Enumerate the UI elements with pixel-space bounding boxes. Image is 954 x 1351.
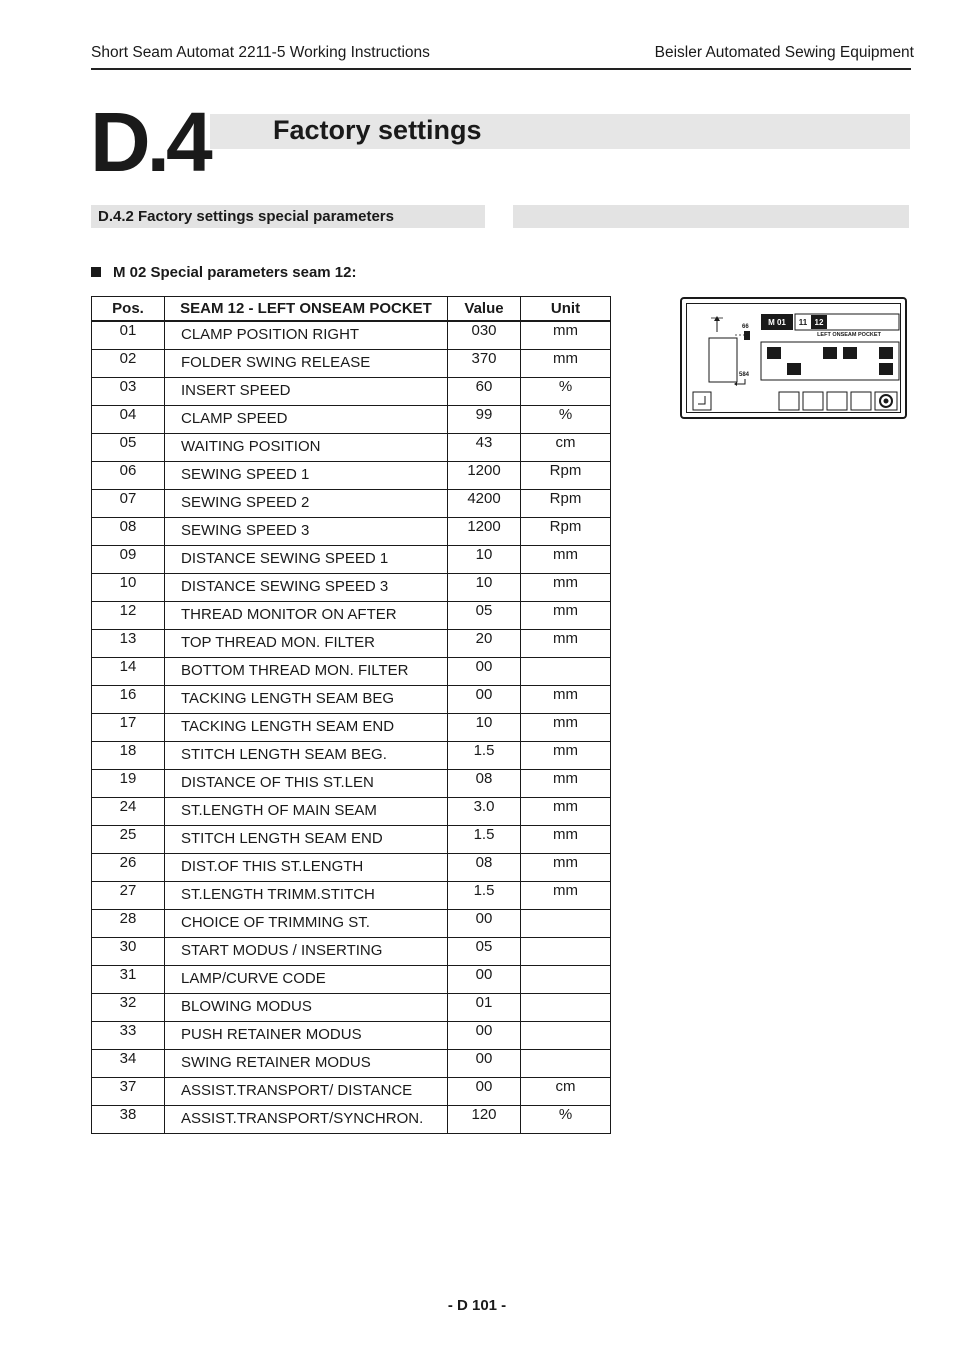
control-panel-illustration: [680, 297, 907, 419]
control-panel-diagram: [687, 304, 904, 416]
row-pos: 24: [92, 798, 165, 826]
row-name: PUSH RETAINER MODUS: [165, 1022, 448, 1050]
section-band-right: [513, 205, 909, 228]
row-unit: [521, 938, 611, 966]
sewing-icon-1: [779, 392, 799, 410]
chapter-title: Factory settings: [273, 115, 482, 145]
row-unit: mm: [521, 770, 611, 798]
row-pos: 26: [92, 854, 165, 882]
row-pos: 04: [92, 406, 165, 434]
return-arrow-icon: [737, 379, 745, 384]
table-row: [92, 742, 611, 770]
table-row: [92, 658, 611, 686]
row-pos: 03: [92, 378, 165, 406]
row-pos: 31: [92, 966, 165, 994]
row-value: 00: [448, 658, 521, 686]
row-pos: 19: [92, 770, 165, 798]
sewing-icon-4: [851, 392, 871, 410]
column-header-pos: Pos.: [92, 297, 165, 322]
panel-seam-b: 12: [814, 318, 824, 327]
page-number: - D 101 -: [447, 1297, 507, 1314]
row-name: LAMP/CURVE CODE: [165, 966, 448, 994]
column-header-unit: Unit: [521, 297, 611, 322]
row-unit: cm: [521, 434, 611, 462]
row-value: 20: [448, 630, 521, 658]
table-row: [92, 1078, 611, 1106]
table-row: [92, 546, 611, 574]
row-name: SEWING SPEED 3: [165, 518, 448, 546]
row-value: 00: [448, 1078, 521, 1106]
row-pos: 38: [92, 1106, 165, 1134]
row-unit: Rpm: [521, 490, 611, 518]
row-unit: [521, 658, 611, 686]
row-pos: 02: [92, 350, 165, 378]
row-unit: cm: [521, 1078, 611, 1106]
panel-menu-label: M 01: [768, 318, 786, 327]
row-name: WAITING POSITION: [165, 434, 448, 462]
row-name: DISTANCE SEWING SPEED 3: [165, 574, 448, 602]
table-row: [92, 434, 611, 462]
row-unit: mm: [521, 882, 611, 910]
arrow-head-icon: [714, 316, 720, 321]
row-name: STITCH LENGTH SEAM END: [165, 826, 448, 854]
row-unit: [521, 994, 611, 1022]
row-name: BLOWING MODUS: [165, 994, 448, 1022]
section-title: D.4.2 Factory settings special parameters: [98, 208, 394, 225]
chapter-number: D.4: [90, 95, 209, 189]
bullet-square-icon: [91, 267, 101, 277]
table-row: [92, 994, 611, 1022]
row-name: CLAMP SPEED: [165, 406, 448, 434]
row-pos: 32: [92, 994, 165, 1022]
table-row: [92, 602, 611, 630]
row-unit: Rpm: [521, 518, 611, 546]
row-name: THREAD MONITOR ON AFTER: [165, 602, 448, 630]
row-pos: 07: [92, 490, 165, 518]
table-row: [92, 378, 611, 406]
row-pos: 09: [92, 546, 165, 574]
row-name: TOP THREAD MON. FILTER: [165, 630, 448, 658]
row-name: ST.LENGTH OF MAIN SEAM: [165, 798, 448, 826]
row-name: CLAMP POSITION RIGHT: [165, 321, 448, 350]
row-pos: 06: [92, 462, 165, 490]
header-left: Short Seam Automat 2211-5 Working Instructions: [91, 44, 430, 61]
table-header-row: [92, 297, 611, 322]
table-row: [92, 630, 611, 658]
table-row: [92, 938, 611, 966]
row-value: 43: [448, 434, 521, 462]
row-unit: mm: [521, 350, 611, 378]
transport-icon: [879, 363, 893, 375]
table-row: [92, 770, 611, 798]
row-name: TACKING LENGTH SEAM BEG: [165, 686, 448, 714]
row-unit: [521, 1050, 611, 1078]
row-name: CHOICE OF TRIMMING ST.: [165, 910, 448, 938]
header-rule: [91, 68, 911, 70]
row-name: ASSIST.TRANSPORT/ DISTANCE: [165, 1078, 448, 1106]
row-unit: Rpm: [521, 462, 611, 490]
subsection-title: M 02 Special parameters seam 12:: [113, 264, 357, 281]
row-name: INSERT SPEED: [165, 378, 448, 406]
list-icon: [767, 347, 781, 359]
row-unit: %: [521, 1106, 611, 1134]
row-value: 1200: [448, 518, 521, 546]
row-pos: 12: [92, 602, 165, 630]
position-marker-icon: [744, 331, 750, 340]
row-value: 01: [448, 994, 521, 1022]
row-pos: 34: [92, 1050, 165, 1078]
row-pos: 13: [92, 630, 165, 658]
panel-caption: LEFT ONSEAM POCKET: [817, 332, 881, 338]
row-value: 00: [448, 966, 521, 994]
row-name: DISTANCE OF THIS ST.LEN: [165, 770, 448, 798]
row-value: 1.5: [448, 826, 521, 854]
row-value: 4200: [448, 490, 521, 518]
row-name: FOLDER SWING RELEASE: [165, 350, 448, 378]
row-value: 08: [448, 770, 521, 798]
row-value: 10: [448, 714, 521, 742]
row-pos: 05: [92, 434, 165, 462]
table-row: [92, 714, 611, 742]
row-value: 370: [448, 350, 521, 378]
row-name: DIST.OF THIS ST.LENGTH: [165, 854, 448, 882]
column-header-name: SEAM 12 - LEFT ONSEAM POCKET: [165, 297, 448, 322]
row-value: 1.5: [448, 882, 521, 910]
row-unit: mm: [521, 321, 611, 350]
row-unit: [521, 1022, 611, 1050]
row-unit: mm: [521, 742, 611, 770]
row-value: 60: [448, 378, 521, 406]
row-value: 10: [448, 574, 521, 602]
row-value: 00: [448, 910, 521, 938]
row-value: 00: [448, 686, 521, 714]
row-pos: 01: [92, 321, 165, 350]
row-pos: 08: [92, 518, 165, 546]
row-name: SEWING SPEED 1: [165, 462, 448, 490]
table-row: [92, 490, 611, 518]
table-row: [92, 350, 611, 378]
row-pos: 37: [92, 1078, 165, 1106]
sewing-icon-2: [803, 392, 823, 410]
row-pos: 16: [92, 686, 165, 714]
parameter-table: [91, 296, 611, 1134]
table-row: [92, 406, 611, 434]
row-value: 120: [448, 1106, 521, 1134]
row-name: ST.LENGTH TRIMM.STITCH: [165, 882, 448, 910]
table-row: [92, 686, 611, 714]
row-unit: mm: [521, 686, 611, 714]
row-value: 10: [448, 546, 521, 574]
table-row: [92, 826, 611, 854]
table-row: [92, 321, 611, 350]
table-row: [92, 882, 611, 910]
clamp-icon: [823, 347, 837, 359]
row-unit: %: [521, 378, 611, 406]
enter-button-icon: [693, 392, 711, 410]
pocket-outline-icon: [709, 338, 737, 382]
table-row: [92, 1106, 611, 1134]
row-value: 030: [448, 321, 521, 350]
row-pos: 14: [92, 658, 165, 686]
header-right: Beisler Automated Sewing Equipment: [654, 44, 914, 61]
row-unit: mm: [521, 826, 611, 854]
table-row: [92, 966, 611, 994]
row-name: ASSIST.TRANSPORT/SYNCHRON.: [165, 1106, 448, 1134]
row-value: 00: [448, 1022, 521, 1050]
row-name: SEWING SPEED 2: [165, 490, 448, 518]
table-row: [92, 462, 611, 490]
table-row: [92, 518, 611, 546]
row-name: TACKING LENGTH SEAM END: [165, 714, 448, 742]
row-value: 1.5: [448, 742, 521, 770]
table-row: [92, 798, 611, 826]
row-pos: 33: [92, 1022, 165, 1050]
row-name: START MODUS / INSERTING: [165, 938, 448, 966]
row-unit: mm: [521, 854, 611, 882]
row-pos: 27: [92, 882, 165, 910]
row-value: 3.0: [448, 798, 521, 826]
row-name: DISTANCE SEWING SPEED 1: [165, 546, 448, 574]
row-pos: 30: [92, 938, 165, 966]
column-header-value: Value: [448, 297, 521, 322]
row-value: 05: [448, 602, 521, 630]
panel-seam-a: 11: [798, 318, 808, 327]
table-row: [92, 1022, 611, 1050]
row-unit: mm: [521, 798, 611, 826]
row-unit: %: [521, 406, 611, 434]
row-unit: mm: [521, 574, 611, 602]
row-unit: mm: [521, 546, 611, 574]
panel-top-value: 66: [742, 324, 749, 330]
table-row: [92, 574, 611, 602]
thread-icon: [879, 347, 893, 359]
table-row: [92, 910, 611, 938]
row-value: 00: [448, 1050, 521, 1078]
row-name: SWING RETAINER MODUS: [165, 1050, 448, 1078]
row-unit: mm: [521, 630, 611, 658]
table-row: [92, 854, 611, 882]
row-unit: mm: [521, 602, 611, 630]
row-name: STITCH LENGTH SEAM BEG.: [165, 742, 448, 770]
row-name: BOTTOM THREAD MON. FILTER: [165, 658, 448, 686]
row-value: 08: [448, 854, 521, 882]
row-pos: 28: [92, 910, 165, 938]
row-pos: 10: [92, 574, 165, 602]
row-value: 99: [448, 406, 521, 434]
row-unit: [521, 966, 611, 994]
row-pos: 17: [92, 714, 165, 742]
row-unit: mm: [521, 714, 611, 742]
folder-icon: [843, 347, 857, 359]
row-pos: 18: [92, 742, 165, 770]
sewing-icon-3: [827, 392, 847, 410]
panel-bottom-value: 584: [739, 372, 750, 378]
table-row: [92, 1050, 611, 1078]
row-value: 05: [448, 938, 521, 966]
row-value: 1200: [448, 462, 521, 490]
speed-icon: [787, 363, 801, 375]
row-pos: 25: [92, 826, 165, 854]
row-unit: [521, 910, 611, 938]
